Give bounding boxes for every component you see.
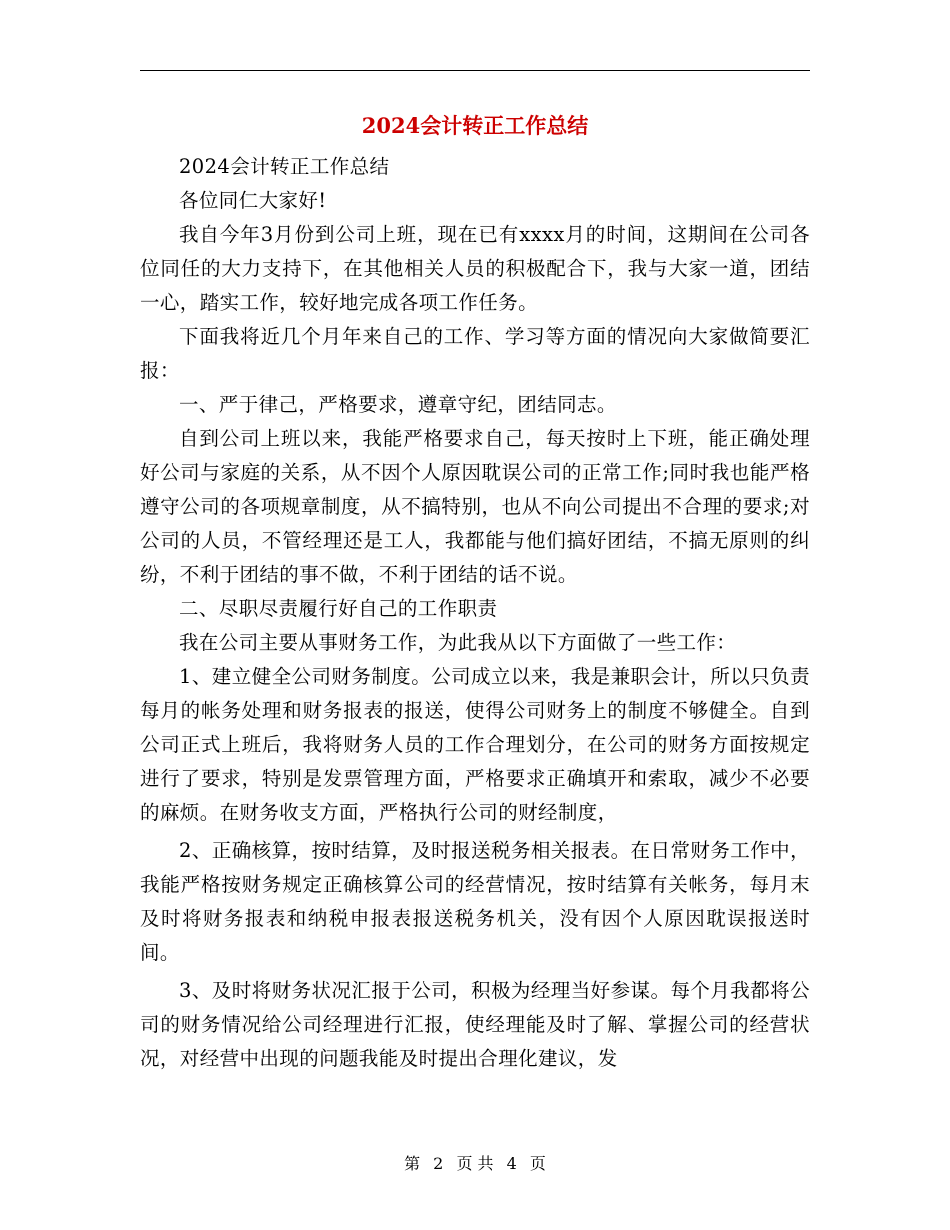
body-paragraph: 我自今年3月份到公司上班，现在已有xxxx月的时间，这期间在公司各位同任的大力支持下，在其他相关人员的积极配合下，我与大家一道，团结一心，踏实工作，较好地完成各项工作任务。 xyxy=(140,223,810,314)
page-footer xyxy=(0,1152,950,1176)
body-paragraph: 各位同仁大家好! xyxy=(179,189,327,212)
body-paragraph: 下面我将近几个月年来自己的工作、学习等方面的情况向大家做简要汇报： xyxy=(140,325,810,382)
body-paragraph: 我在公司主要从事财务工作，为此我从以下方面做了一些工作： xyxy=(179,631,737,654)
body-paragraph: 3、及时将财务状况汇报于公司，积极为经理当好参谋。每个月我都将公司的财务情况给公司经理进行汇报，使经理能及时了解、掌握公司的经营状况，对经营中出现的问题我能及时提出合理化建议，发 xyxy=(140,979,810,1070)
body-paragraph: 2、正确核算，按时结算，及时报送税务相关报表。在日常财务工作中，我能严格按财务规定正确核算公司的经营情况，按时结算有关帐务，每月末及时将财务报表和纳税申报表报送税务机关，没有因个人原因耽误报送时间。 xyxy=(140,839,810,964)
document-title: 2024会计转正工作总结 xyxy=(361,113,589,138)
total-page-number: 4 xyxy=(506,1154,517,1173)
document-body xyxy=(140,150,810,1076)
page-footer-middle: 页 共 xyxy=(456,1154,494,1173)
current-page-number: 2 xyxy=(433,1154,444,1173)
section-heading: 二、尽职尽责履行好自己的工作职责 xyxy=(179,597,498,620)
page-footer-prefix: 第 xyxy=(404,1154,421,1173)
body-paragraph: 1、建立健全公司财务制度。公司成立以来，我是兼职会计，所以只负责每月的帐务处理和财务报表的报送，使得公司财务上的制度不够健全。自到公司正式上班后，我将财务人员的工作合理划分，在公司的财务方面按规定进行了要求，特别是发票管理方面，严格要求正确填开和索取，减少不必要的麻烦。在财务收支方面，严格执行公司的财经制度， xyxy=(140,665,810,824)
body-paragraph: 2024会计转正工作总结 xyxy=(179,155,390,178)
header-rule xyxy=(140,70,810,71)
section-heading: 一、严于律己，严格要求，遵章守纪，团结同志。 xyxy=(179,393,617,416)
page-footer-suffix: 页 xyxy=(529,1154,546,1173)
body-paragraph: 自到公司上班以来，我能严格要求自己，每天按时上下班，能正确处理好公司与家庭的关系，从不因个人原因耽误公司的正常工作;同时我也能严格遵守公司的各项规章制度，从不搞特别，也从不向公司提出不合理的要求;对公司的人员，不管经理还是工人，我都能与他们搞好团结，不搞无原则的纠纷，不利于团结的事不做，不利于团结的话不说。 xyxy=(140,427,810,586)
